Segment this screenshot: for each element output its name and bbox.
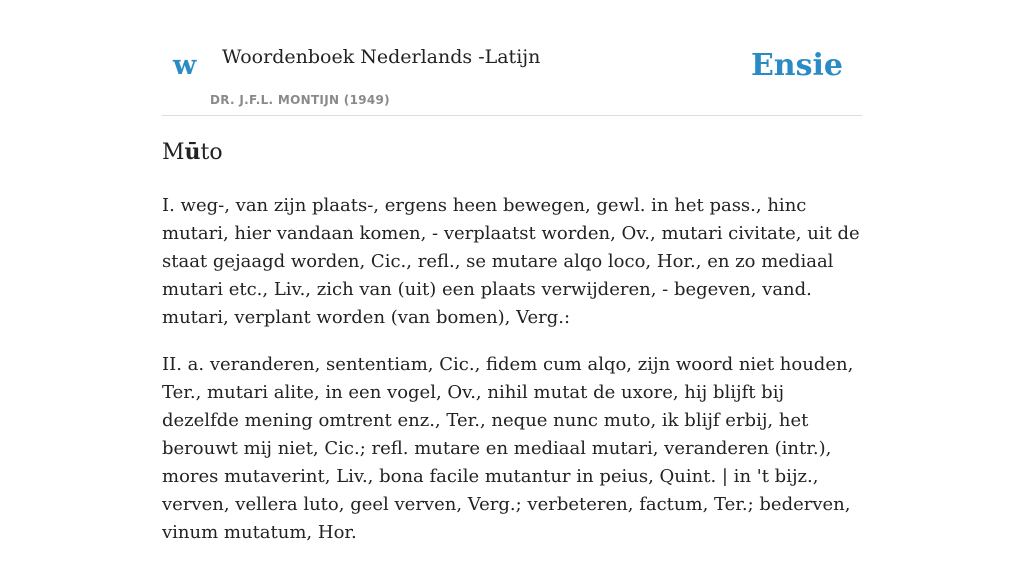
dictionary-author: DR. J.F.L. MONTIJN (1949): [210, 93, 390, 107]
definition-body: [162, 192, 862, 566]
definition-paragraph: II. a. veranderen, sententiam, Cic., fidem cum alqo, zijn woord niet houden, Ter., mutari alite, in een vogel, Ov., nihil mutat de uxore, hij blijft bij dezelfde mening omtrent enz., Ter., neque nunc muto, ik blijf erbij, het berouwt mij niet, Cic.; refl. mutare en mediaal mutari, veranderen (intr.), mores mutaverint, Liv., bona facile mutantur in peius, Quint. | in 't bijz., verven, vellera luto, geel verven, Verg.; verbeteren, factum, Ter.; bederven, vinum mutatum, Hor.: [162, 354, 854, 543]
ensie-logo[interactable]: Ensie: [750, 48, 843, 83]
header: [162, 0, 862, 116]
dictionary-logo-icon[interactable]: w: [173, 50, 197, 81]
page-title: [162, 139, 223, 166]
headword-stressed-vowel: ū: [184, 139, 201, 165]
headword-suffix: to: [200, 140, 223, 165]
dictionary-title-link[interactable]: Woordenboek Nederlands -Latijn: [222, 46, 541, 68]
headword-prefix: M: [162, 140, 185, 165]
page: [162, 0, 862, 543]
definition-paragraph: I. weg-, van zijn plaats-, ergens heen bewegen, gewl. in het pass., hinc mutari, hier vandaan komen, - verplaatst worden, Ov., mutari civitate, uit de staat gejaagd worden, Cic., refl., se mutare alqo loco, Hor., en zo mediaal mutari etc., Liv., zich van (uit) een plaats verwijderen, - begeven, vand. mutari, verplant worden (van bomen), Verg.:: [162, 195, 860, 328]
